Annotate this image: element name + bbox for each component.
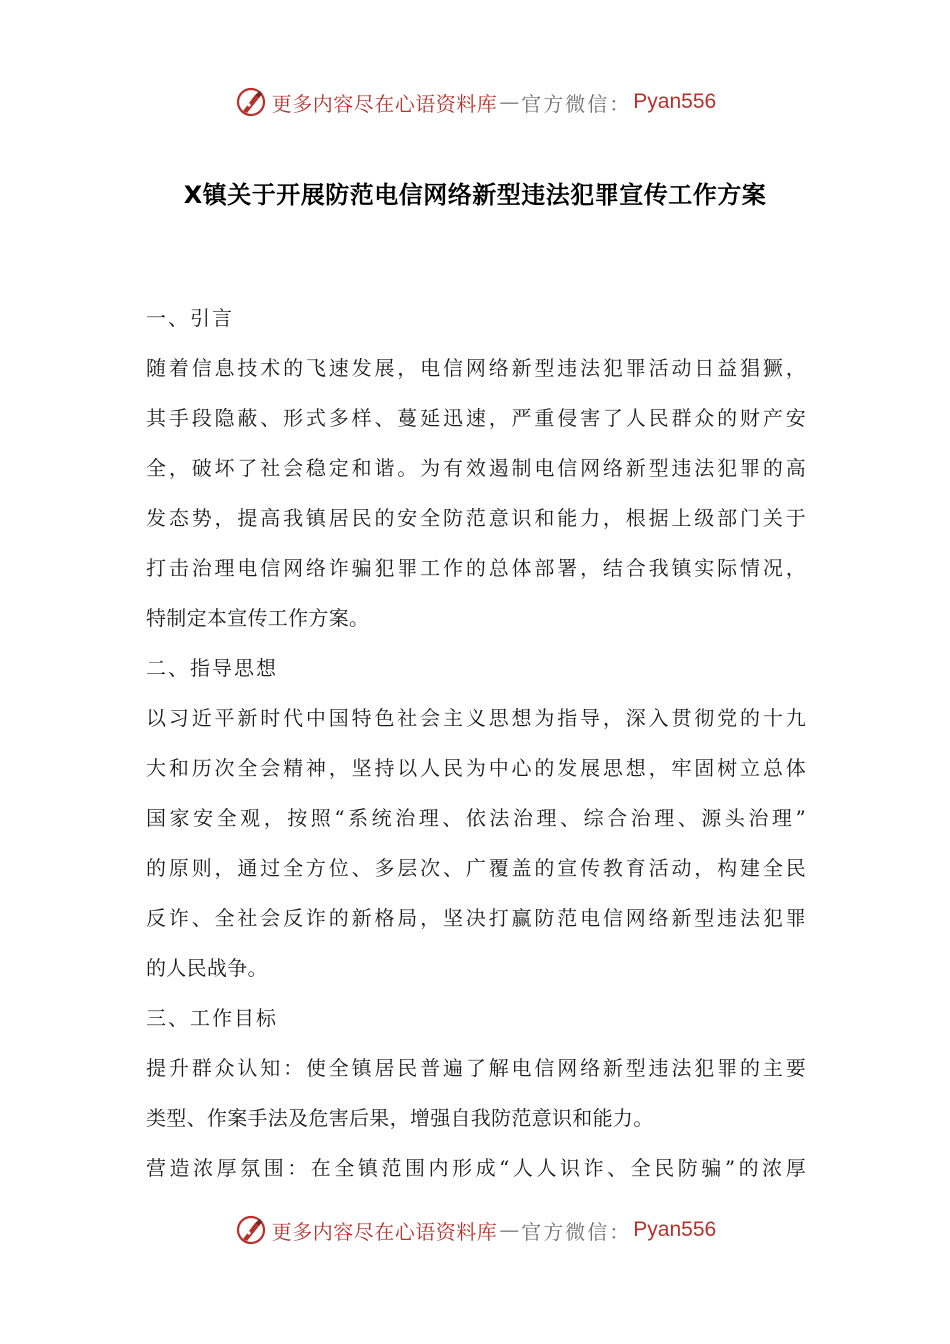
banner-wechat-label: 官方微信：	[521, 1219, 632, 1244]
paragraph-line: 大和历次全会精神，坚持以人民为中心的发展思想，牢固树立总体	[146, 756, 806, 780]
paragraph-line: 打击治理电信网络诈骗犯罪工作的总体部署，结合我镇实际情况，	[146, 556, 806, 580]
pen-nib-logo-icon	[234, 85, 268, 119]
paragraph-line: 类型、作案手法及危害后果，增强自我防范意识和能力。	[146, 1106, 654, 1130]
banner-wechat-id: Pyan556	[633, 1218, 717, 1241]
watermark-banner-bottom	[0, 1210, 950, 1250]
document-body	[146, 293, 806, 1193]
section-heading-intro: 一、引言	[146, 306, 234, 330]
paragraph-line: 特制定本宣传工作方案。	[146, 606, 370, 630]
paragraph-line: 的人民战争。	[146, 956, 268, 980]
banner-site-name: 更多内容尽在心语资料库	[271, 1219, 498, 1244]
banner-site-name: 更多内容尽在心语资料库	[271, 91, 498, 116]
paragraph-line: 全，破坏了社会稳定和谐。为有效遏制电信网络新型违法犯罪的高	[146, 456, 806, 480]
section-heading-goals: 三、工作目标	[146, 1006, 278, 1030]
paragraph-line: 其手段隐蔽、形式多样、蔓延迅速，严重侵害了人民群众的财产安	[146, 406, 806, 430]
paragraph-line: 反诈、全社会反诈的新格局，坚决打赢防范电信网络新型违法犯罪	[146, 906, 806, 930]
paragraph-line: 发态势，提高我镇居民的安全防范意识和能力，根据上级部门关于	[146, 506, 806, 530]
pen-nib-logo-icon	[234, 1213, 268, 1247]
banner-wechat-id: Pyan556	[633, 90, 717, 113]
banner-dash: —	[499, 1218, 520, 1242]
banner-dash: —	[499, 90, 520, 114]
paragraph-line: 国家安全观，按照“系统治理、依法治理、综合治理、源头治理”	[146, 806, 806, 830]
watermark-banner-top	[0, 82, 950, 122]
paragraph-line: 以习近平新时代中国特色社会主义思想为指导，深入贯彻党的十九	[146, 706, 806, 730]
document-title: X镇关于开展防范电信网络新型违法犯罪宣传工作方案	[183, 181, 767, 209]
paragraph-line: 随着信息技术的飞速发展，电信网络新型违法犯罪活动日益猖獗，	[146, 356, 806, 380]
paragraph-line: 营造浓厚氛围：在全镇范围内形成“人人识诈、全民防骗”的浓厚	[146, 1156, 806, 1180]
section-heading-guiding-thought: 二、指导思想	[146, 656, 278, 680]
paragraph-line: 提升群众认知：使全镇居民普遍了解电信网络新型违法犯罪的主要	[146, 1056, 806, 1080]
banner-wechat-label: 官方微信：	[521, 91, 632, 116]
paragraph-line: 的原则，通过全方位、多层次、广覆盖的宣传教育活动，构建全民	[146, 856, 806, 880]
